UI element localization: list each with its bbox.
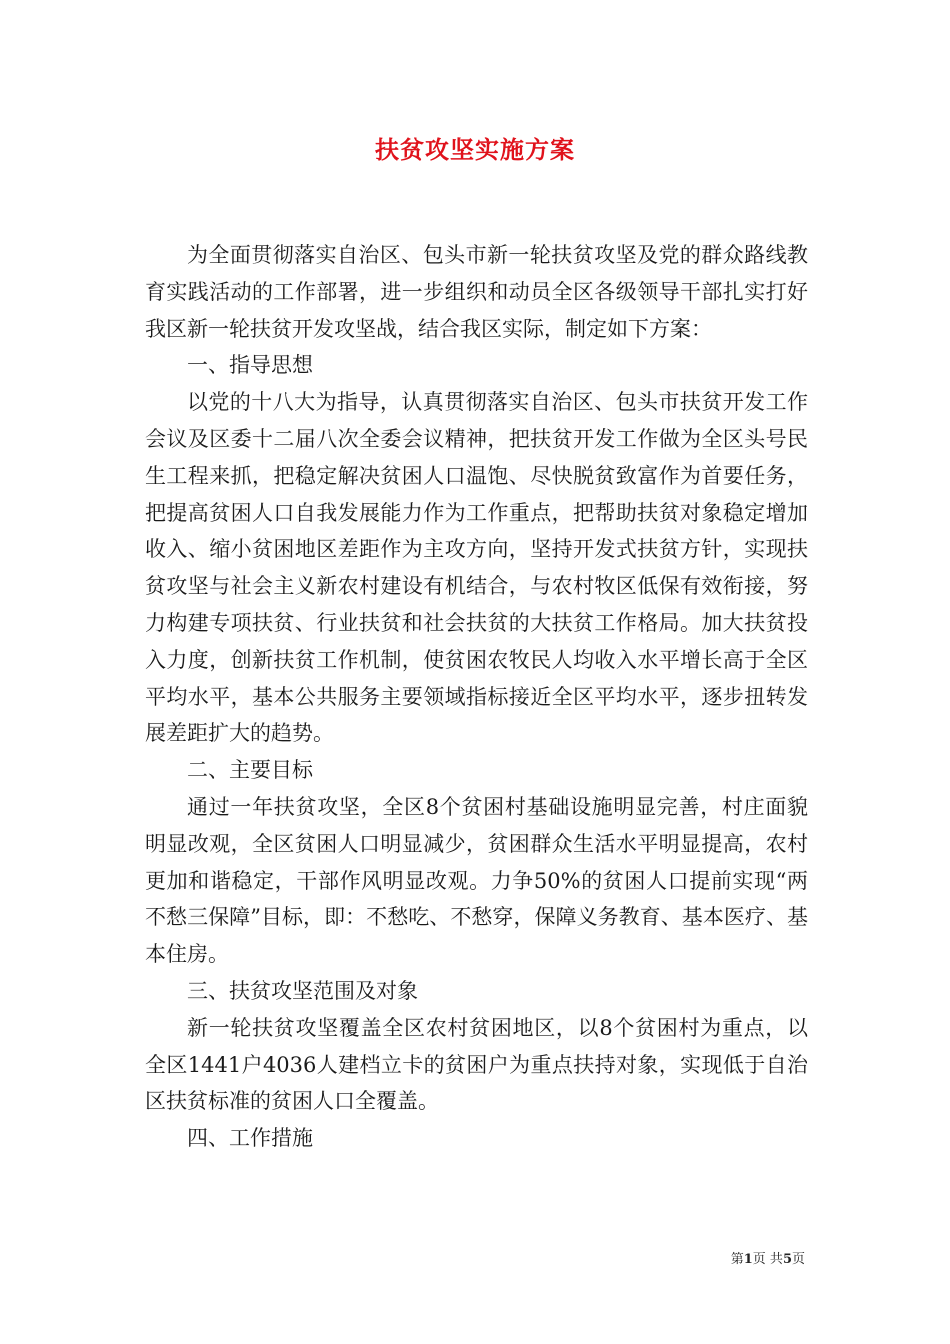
footer-middle: 页 共 [752, 1252, 783, 1267]
footer-prefix: 第 [730, 1252, 744, 1267]
footer-suffix: 页 [791, 1252, 805, 1267]
section-heading-guiding-ideology: 一、指导思想 [187, 353, 313, 378]
page-number-footer [731, 1248, 805, 1267]
section-heading-main-goals: 二、主要目标 [187, 758, 313, 783]
section-heading-work-measures: 四、工作措施 [187, 1126, 313, 1151]
intro-paragraph: 为全面贯彻落实自治区、包头市新一轮扶贫攻坚及党的群众路线教育实践活动的工作部署，进一步组织和动员全区各级领导干部扎实打好我区新一轮扶贫开发攻坚战，结合我区实际，制定如下方案： [145, 243, 808, 341]
footer-current-page: 1 [743, 1252, 753, 1267]
main-goals-paragraph: 通过一年扶贫攻坚，全区8个贫困村基础设施明显完善，村庄面貌明显改观，全区贫困人口明显减少，贫困群众生活水平明显提高，农村更加和谐稳定，干部作风明显改观。力争50%的贫困人口提前实现“两不愁三保障”目标，即：不愁吃、不愁穿，保障义务教育、基本医疗、基本住房。 [145, 794, 808, 967]
footer-total-pages: 5 [782, 1252, 792, 1267]
scope-targets-paragraph: 新一轮扶贫攻坚覆盖全区农村贫困地区，以8个贫困村为重点，以全区1441户4036人建档立卡的贫困户为重点扶持对象，实现低于自治区扶贫标准的贫困人口全覆盖。 [145, 1015, 808, 1114]
section-heading-scope-targets: 三、扶贫攻坚范围及对象 [187, 978, 418, 1003]
document-title: 扶贫攻坚实施方案 [375, 135, 575, 164]
guiding-ideology-paragraph: 以党的十八大为指导，认真贯彻落实自治区、包头市扶贫开发工作会议及区委十二届八次全委会议精神，把扶贫开发工作做为全区头号民生工程来抓，把稳定解决贫困人口温饱、尽快脱贫致富作为首要任务，把提高贫困人口自我发展能力作为工作重点，把帮助扶贫对象稳定增加收入、缩小贫困地区差距作为主攻方向，坚持开发式扶贫方针，实现扶贫攻坚与社会主义新农村建设有机结合，与农村牧区低保有效衔接，努力构建专项扶贫、行业扶贫和社会扶贫的大扶贫工作格局。加大扶贫投入力度，创新扶贫工作机制，使贫困农牧民人均收入水平增长高于全区平均水平，基本公共服务主要领域指标接近全区平均水平，逐步扭转发展差距扩大的趋势。 [145, 390, 808, 746]
document-body [145, 237, 808, 1157]
